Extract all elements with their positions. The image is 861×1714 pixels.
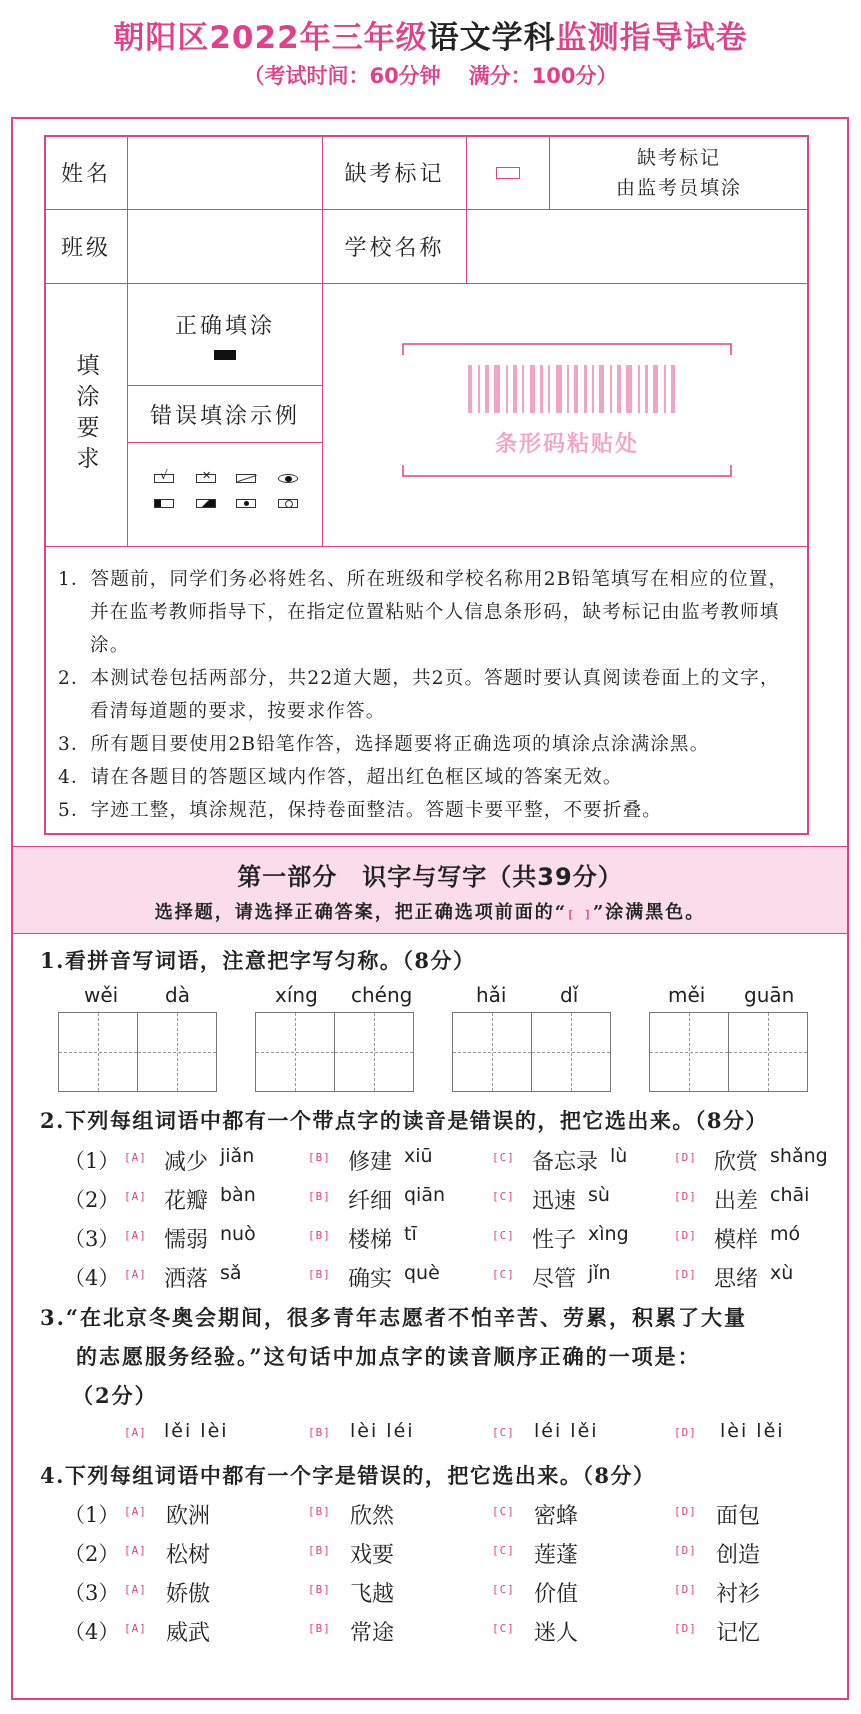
option-word: 修建	[348, 1150, 393, 1175]
q4-row	[64, 1499, 844, 1537]
option-pinyin: sǎ	[220, 1262, 242, 1284]
absent-note-line2: 由监考员填涂	[615, 176, 742, 199]
barcode-bar	[494, 365, 500, 413]
pinyin: chéng	[351, 983, 413, 1007]
option-b-mark[interactable]: [B]	[308, 1583, 331, 1596]
barcode-bar	[530, 365, 535, 413]
option-word: 花瓣	[164, 1189, 209, 1214]
option-word: 备忘录	[532, 1150, 599, 1175]
q2-prompt: 2.下列每组词语中都有一个带点字的读音是错误的，把它选出来。（8分）	[40, 1108, 769, 1133]
pinyin: wěi	[84, 983, 119, 1007]
page-title	[0, 12, 861, 57]
writing-grid[interactable]	[452, 1012, 532, 1092]
option-d-mark[interactable]: [D]	[674, 1505, 697, 1518]
barcode-bar	[645, 365, 648, 413]
option-word: 欣赏	[714, 1150, 759, 1175]
option-pinyin: chāi	[770, 1184, 810, 1206]
option-word: 确实	[348, 1267, 393, 1292]
option-c-mark[interactable]: [C]	[492, 1583, 515, 1596]
option-d-mark[interactable]: [D]	[674, 1151, 697, 1164]
barcode-bar	[548, 365, 550, 413]
pinyin: hǎi	[476, 983, 507, 1007]
title-part-1: 朝阳区2022年三年级	[113, 20, 428, 56]
q2-row	[64, 1145, 844, 1183]
diagonal-fill-mark-icon	[196, 499, 216, 508]
school-label: 学校名称	[322, 209, 467, 284]
exam-score: 满分：100分）	[468, 64, 618, 88]
option-d-mark[interactable]: [D]	[674, 1583, 697, 1596]
option-a-mark[interactable]: [A]	[124, 1505, 147, 1518]
option-c-mark[interactable]: [C]	[492, 1268, 515, 1281]
option-word: 娇傲	[166, 1582, 211, 1607]
filled-mark-icon	[214, 350, 236, 360]
option-word: 莲蓬	[534, 1543, 579, 1568]
q3-line1: 3.“在北京冬奥会期间，很多青年志愿者不怕辛苦、劳累，积累了大量	[40, 1305, 747, 1330]
pinyin: dǐ	[560, 983, 579, 1007]
option-word: 威武	[166, 1621, 211, 1646]
instruction-item: 1．答题前，同学们务必将姓名、所在班级和学校名称用2B铅笔填写在相应的位置，并在监考教师指导下，在指定位置粘贴个人信息条形码，缺考标记由监考教师填涂。	[58, 569, 789, 656]
option-word: 松树	[166, 1543, 211, 1568]
row-number: （2）	[64, 1188, 120, 1212]
q2-row	[64, 1223, 844, 1261]
section-title: 第一部分 识字与写字（共39分）	[237, 863, 623, 891]
option-b-mark[interactable]: [B]	[308, 1229, 331, 1242]
option-pinyin: shǎng	[770, 1145, 828, 1167]
option-pinyin: qiān	[404, 1184, 446, 1206]
option-c-mark[interactable]: [C]	[492, 1544, 515, 1557]
option-word: 减少	[164, 1150, 209, 1175]
writing-grid[interactable]	[334, 1012, 414, 1092]
correct-fill-label: 正确填涂	[174, 314, 275, 339]
option-word: 懦弱	[164, 1228, 209, 1253]
q1-prompt: 1.看拼音写词语，注意把字写匀称。（8分）	[40, 948, 476, 973]
check-mark-icon: √	[154, 474, 174, 483]
option-text: lèi léi	[350, 1420, 415, 1442]
row-number: （4）	[64, 1266, 120, 1290]
writing-grid[interactable]	[649, 1012, 729, 1092]
option-pinyin: mó	[770, 1223, 801, 1245]
writing-grid[interactable]	[58, 1012, 138, 1092]
row-number: （1）	[64, 1503, 120, 1527]
correct-fill-cell	[127, 283, 323, 386]
option-c-mark[interactable]: [C]	[492, 1622, 515, 1635]
absent-note-line1: 缺考标记	[636, 146, 721, 169]
option-a-mark[interactable]: [A]	[124, 1583, 147, 1596]
option-pinyin: nuò	[220, 1223, 256, 1245]
option-b-mark[interactable]: [B]	[308, 1622, 331, 1635]
option-word: 模样	[714, 1228, 759, 1253]
option-pinyin: jǐn	[588, 1262, 611, 1284]
option-a-mark[interactable]: [A]	[124, 1268, 147, 1281]
option-word: 密蜂	[534, 1504, 579, 1529]
option-word: 出差	[714, 1189, 759, 1214]
option-b-mark[interactable]: [B]	[308, 1190, 331, 1203]
writing-grid[interactable]	[137, 1012, 217, 1092]
barcode-area	[402, 343, 732, 478]
option-pinyin: sù	[588, 1184, 610, 1206]
barcode-bar	[513, 365, 517, 413]
option-word: 楼梯	[348, 1228, 393, 1253]
option-d-mark[interactable]: [D]	[674, 1544, 697, 1557]
q3-line2: 的志愿服务经验。”这句话中加点字的读音顺序正确的一项是：	[76, 1344, 701, 1369]
row-number: （1）	[64, 1149, 120, 1173]
half-fill-mark-icon	[154, 499, 174, 508]
option-text: lèi lěi	[720, 1420, 785, 1442]
option-d-mark[interactable]: [D]	[674, 1268, 697, 1281]
option-d-mark[interactable]: [D]	[674, 1426, 697, 1439]
barcode-bar	[671, 365, 675, 413]
option-word: 思绪	[714, 1267, 759, 1292]
wrong-fill-examples	[127, 442, 323, 547]
barcode-bar	[506, 365, 508, 413]
option-word: 戏要	[350, 1543, 395, 1568]
option-c-mark[interactable]: [C]	[492, 1190, 515, 1203]
option-pinyin: lù	[610, 1145, 628, 1167]
option-pinyin: xiū	[404, 1145, 433, 1167]
option-a-mark[interactable]: [A]	[124, 1151, 147, 1164]
fill-req-label-cell	[44, 283, 128, 547]
barcode-bar	[592, 365, 594, 413]
pinyin: guān	[744, 983, 795, 1007]
option-a-mark[interactable]: [A]	[124, 1622, 147, 1635]
option-c-mark[interactable]: [C]	[492, 1229, 515, 1242]
option-d-mark[interactable]: [D]	[674, 1190, 697, 1203]
barcode-bar	[653, 365, 658, 413]
cross-mark-icon: ✕	[196, 474, 216, 483]
instructions	[58, 563, 798, 827]
row-number: （3）	[64, 1581, 120, 1605]
section-instruction	[13, 898, 847, 924]
option-d-mark[interactable]: [D]	[674, 1622, 697, 1635]
option-d-mark[interactable]: [D]	[674, 1229, 697, 1242]
option-c-mark[interactable]: [C]	[492, 1151, 515, 1164]
option-b-mark[interactable]: [B]	[308, 1151, 331, 1164]
absent-note	[549, 135, 809, 210]
option-text: lěi lèi	[164, 1420, 229, 1442]
option-mark-sample: [ ]	[567, 908, 593, 921]
option-b-mark[interactable]: [B]	[308, 1426, 331, 1439]
option-c-mark[interactable]: [C]	[492, 1505, 515, 1518]
row-number: （4）	[64, 1620, 120, 1644]
eye-mark-icon	[278, 474, 298, 483]
option-word: 洒落	[164, 1267, 209, 1292]
class-label: 班级	[44, 209, 128, 284]
option-word: 常途	[350, 1621, 395, 1646]
section-instruction-after: ”涂满黑色。	[592, 902, 706, 923]
q4-row	[64, 1577, 844, 1615]
option-word: 创造	[716, 1543, 761, 1568]
option-pinyin: xù	[770, 1262, 794, 1284]
barcode-bar	[574, 365, 578, 413]
option-word: 欧洲	[166, 1504, 211, 1529]
barcode-bar	[626, 365, 632, 413]
option-word: 纤细	[348, 1189, 393, 1214]
barcode-bar	[599, 365, 604, 413]
school-field[interactable]	[466, 209, 809, 284]
option-word: 面包	[716, 1504, 761, 1529]
option-word: 迅速	[532, 1189, 577, 1214]
pinyin: xíng	[275, 983, 318, 1007]
absent-checkbox[interactable]	[466, 135, 550, 210]
barcode-bar	[567, 365, 569, 413]
q4-row	[64, 1538, 844, 1576]
name-field[interactable]	[127, 135, 323, 210]
pinyin: dà	[165, 983, 190, 1007]
section-header	[13, 846, 847, 934]
barcode-bar	[522, 365, 524, 413]
instruction-item: 2．本测试卷包括两部分，共22道大题，共2页。答题时要认真阅读卷面上的文字，看清每道题的要求，按要求作答。	[58, 668, 780, 722]
pinyin: měi	[668, 983, 706, 1007]
option-text: léi lěi	[534, 1420, 599, 1442]
q2-row	[64, 1184, 844, 1222]
option-word: 记忆	[716, 1621, 761, 1646]
barcode-bar	[664, 365, 666, 413]
q2-row	[64, 1262, 844, 1300]
option-word: 迷人	[534, 1621, 579, 1646]
wrong-fill-label: 错误填涂示例	[127, 385, 323, 443]
barcode-bar	[478, 365, 480, 413]
barcode-bar	[638, 365, 640, 413]
writing-grid[interactable]	[531, 1012, 611, 1092]
option-c-mark[interactable]: [C]	[492, 1426, 515, 1439]
instruction-item: 5．字迹工整，填涂规范，保持卷面整洁。答题卡要平整，不要折叠。	[58, 800, 662, 821]
barcode-bar	[610, 365, 612, 413]
slash-mark-icon	[236, 474, 256, 483]
barcode-bar	[468, 365, 472, 413]
barcode-bar	[617, 365, 621, 413]
option-b-mark[interactable]: [B]	[308, 1544, 331, 1557]
option-b-mark[interactable]: [B]	[308, 1268, 331, 1281]
exam-time: （考试时间：60分钟	[243, 64, 441, 88]
option-word: 飞越	[350, 1582, 395, 1607]
absent-label: 缺考标记	[322, 135, 467, 210]
exam-meta	[0, 60, 861, 90]
option-a-mark[interactable]: [A]	[124, 1426, 147, 1439]
option-b-mark[interactable]: [B]	[308, 1505, 331, 1518]
dot-mark-icon	[236, 499, 256, 508]
option-pinyin: tī	[404, 1223, 417, 1245]
q4-prompt: 4.下列每组词语中都有一个字是错误的，把它选出来。（8分）	[40, 1463, 656, 1488]
class-field[interactable]	[127, 209, 323, 284]
writing-grid[interactable]	[255, 1012, 335, 1092]
q3-options	[64, 1420, 844, 1458]
option-pinyin: què	[404, 1262, 440, 1284]
q4-row	[64, 1616, 844, 1654]
row-number: （3）	[64, 1227, 120, 1251]
barcode-label: 条形码粘贴处	[494, 432, 639, 457]
option-a-mark[interactable]: [A]	[124, 1544, 147, 1557]
option-word: 尽管	[532, 1267, 577, 1292]
option-pinyin: xìng	[588, 1223, 629, 1245]
name-label: 姓名	[44, 135, 128, 210]
instruction-item: 4．请在各题目的答题区域内作答，超出红色框区域的答案无效。	[58, 767, 623, 788]
section-instruction-before: 选择题，请选择正确答案，把正确选项前面的“	[154, 902, 568, 923]
circle-mark-icon	[278, 499, 298, 508]
writing-grid[interactable]	[728, 1012, 808, 1092]
option-word: 价值	[534, 1582, 579, 1607]
title-part-2: 语文学科	[427, 20, 556, 56]
row-number: （2）	[64, 1542, 120, 1566]
fill-req-label: 填涂要求	[72, 353, 99, 477]
option-pinyin: jiǎn	[220, 1145, 255, 1167]
option-a-mark[interactable]: [A]	[124, 1229, 147, 1242]
option-pinyin: bàn	[220, 1184, 256, 1206]
barcode-bar	[556, 365, 562, 413]
option-word: 衬衫	[716, 1582, 761, 1607]
q3-line3: （2分）	[72, 1383, 158, 1408]
instruction-item: 3．所有题目要使用2B铅笔作答，选择题要将正确选项的填涂点涂满涂黑。	[58, 734, 710, 755]
option-word: 性子	[532, 1228, 577, 1253]
barcode-bar	[485, 365, 489, 413]
option-word: 欣然	[350, 1504, 395, 1529]
absent-box-icon	[496, 167, 520, 179]
title-part-3: 监测指导试卷	[555, 20, 748, 56]
option-a-mark[interactable]: [A]	[124, 1190, 147, 1203]
barcode-bar	[584, 365, 587, 413]
barcode-bar	[540, 365, 543, 413]
